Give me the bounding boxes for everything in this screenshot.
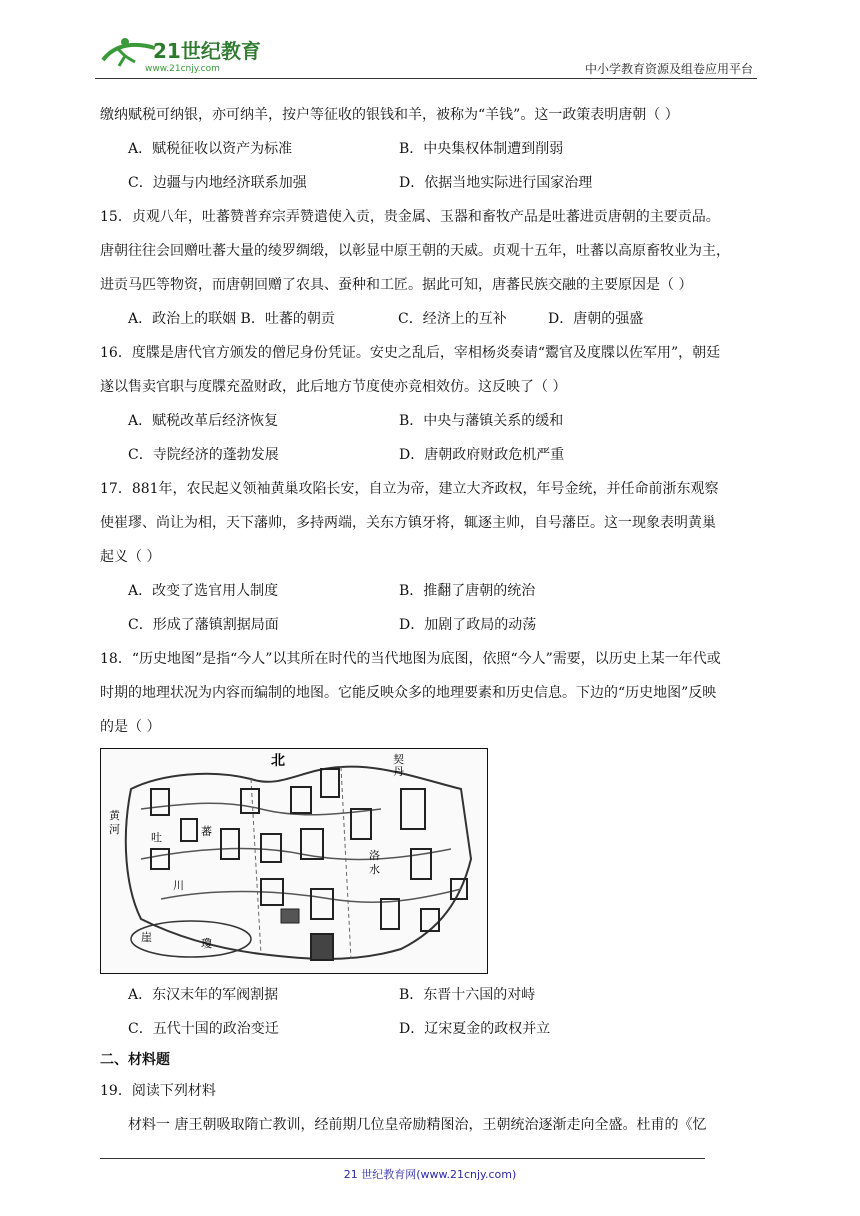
q15-stem-line3: 进贡马匹等物资，而唐朝回赠了农具、蚕种和工匠。据此可知，唐蕃民族交融的主要原因是（ ） [100,277,693,293]
map-label-he: 河 [109,823,120,836]
q15-option-d[interactable]: D．唐朝的强盛 [548,311,644,327]
q17-stem-line3: 起义（ ） [100,549,161,565]
q17-stem-line1: 17．881年，农民起义领袖黄巢攻陷长安，自立为帝，建立大齐政权，年号金统，并任命前浙东观察 [100,481,719,497]
q15-stem-line2: 唐朝往往会回赠吐蕃大量的绫罗绸缎，以彰显中原王朝的天威。贞观十五年，吐蕃以高原畜牧业为主， [100,243,730,259]
question-content [100,98,762,1142]
map-label-chuan: 川 [173,879,184,892]
q16-stem-line2: 遂以售卖官职与度牒充盈财政，此后地方节度使亦竞相效仿。这反映了（ ） [100,379,567,395]
map-label-qiong: 瓊 [201,937,212,950]
q17-stem-line2: 使崔璆、尚让为相，天下藩帅，多持两端，关东方镇牙将，辄逐主帅，自号藩臣。这一现象表明黄巢 [100,515,716,531]
q17-option-b[interactable]: B．推翻了唐朝的统治 [399,583,536,599]
header-rule [95,78,757,79]
svg-text:www.21cnjy.com: www.21cnjy.com [145,64,220,74]
q16-option-d[interactable]: D．唐朝政府财政危机严重 [399,447,565,463]
q18-option-a[interactable]: A．东汉末年的军阀割据 [128,987,279,1003]
map-north-label: 北 [271,753,285,769]
q14-option-a[interactable]: A．赋税征收以资产为标准 [128,141,293,157]
q19-material-1: 材料一 唐王朝吸取隋亡教训，经前期几位皇帝励精图治，王朝统治逐渐走向全盛。杜甫的《忆 [128,1117,707,1133]
q15-stem-line1: 15．贞观八年，吐蕃赞普弃宗弄赞遣使入贡，贵金属、玉器和畜牧产品是吐蕃进贡唐朝的主要贡品。 [100,209,720,225]
q18-option-d[interactable]: D．辽宋夏金的政权并立 [399,1021,551,1037]
q18-stem-line1: 18．“历史地图”是指“今人”以其所在时代的当代地图为底图，依照“今人”需要，以历史上某一年代或 [100,651,721,667]
page-footer[interactable]: 21 世纪教育网(www.21cnjy.com) [343,1168,517,1181]
q14-option-b[interactable]: B．中央集权体制遭到削弱 [399,141,564,157]
q18-option-c[interactable]: C．五代十国的政治变迁 [128,1021,279,1037]
q18-stem-line3: 的是（ ） [100,719,161,735]
map-label-fan: 蕃 [201,825,212,838]
map-label-tu: 吐 [151,831,162,844]
q17-option-a[interactable]: A．改变了选官用人制度 [128,583,279,599]
map-label-shui: 水 [369,863,380,876]
map-label-dan: 丹 [393,765,404,778]
page-header [95,28,757,80]
q16-options-row2 [100,438,762,472]
historical-map-drawing [101,749,487,973]
q17-options-row1 [100,574,762,608]
q15-option-ab[interactable]: A．政治上的联姻 B．吐蕃的朝贡 [128,311,335,327]
q16-options-row1 [100,404,762,438]
platform-name: 中小学教育资源及组卷应用平台 [584,62,753,76]
q14-options-row1 [100,132,762,166]
q18-options-row1 [100,978,762,1012]
q19-stem: 19．阅读下列材料 [100,1083,216,1099]
section-heading-materials: 二、材料题 [100,1052,170,1068]
q15-option-c[interactable]: C．经济上的互补 [398,311,507,327]
map-label-ya: 崖 [141,931,152,944]
q16-option-a[interactable]: A．赋税改革后经济恢复 [128,413,279,429]
q14-option-d[interactable]: D．依据当地实际进行国家治理 [399,175,593,191]
map-label-qi: 契 [393,753,404,766]
q16-option-c[interactable]: C．寺院经济的蓬勃发展 [128,447,279,463]
q14-stem-end: 缴纳赋税可纳银，亦可纳羊，按户等征收的银钱和羊，被称为“羊钱”。这一政策表明唐朝（ ） [100,107,679,123]
historical-map [100,748,488,974]
q15-options [100,302,762,336]
site-logo [95,34,265,74]
q17-option-c[interactable]: C．形成了藩镇割据局面 [128,617,279,633]
q16-stem-line1: 16．度牒是唐代官方颁发的僧尼身份凭证。安史之乱后，宰相杨炎奏请“鬻官及度牒以佐军用”，朝廷 [100,345,721,361]
svg-text:21世纪教育: 21世纪教育 [153,39,261,63]
q16-option-b[interactable]: B．中央与藩镇关系的缓和 [399,413,564,429]
q14-option-c[interactable]: C．边疆与内地经济联系加强 [128,175,307,191]
footer-rule [100,1158,705,1159]
q14-options-row2 [100,166,762,200]
q18-stem-line2: 时期的地理状况为内容而编制的地图。它能反映众多的地理要素和历史信息。下边的“历史地图”反映 [100,685,717,701]
q18-option-b[interactable]: B．东晋十六国的对峙 [399,987,536,1003]
q17-options-row2 [100,608,762,642]
q17-option-d[interactable]: D．加剧了政局的动荡 [399,617,537,633]
map-label-luo: 洛 [369,849,380,862]
q18-options-row2 [100,1012,762,1046]
map-label-huang: 黄 [109,809,120,822]
